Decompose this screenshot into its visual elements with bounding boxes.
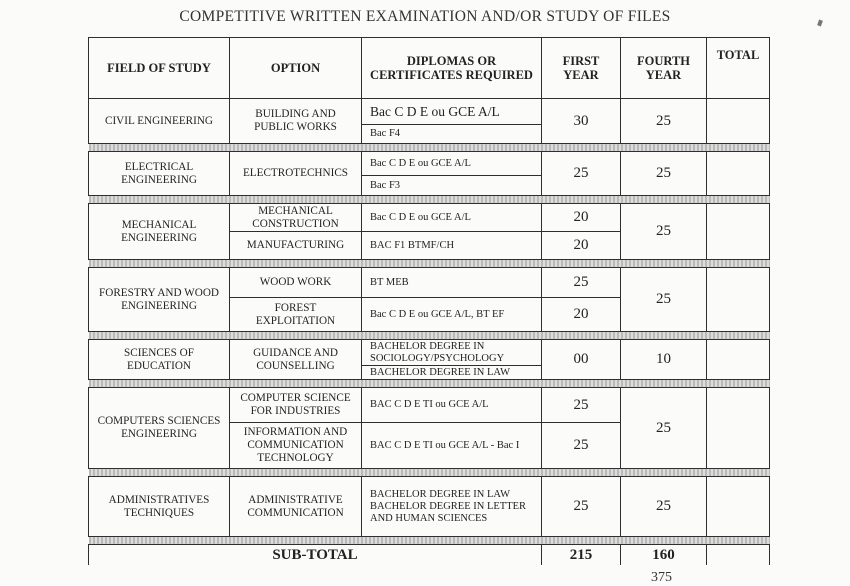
total-edu [707,340,770,380]
option-guidance: GUIDANCE AND COUNSELLING [230,340,362,380]
admission-table [88,37,770,565]
first-edu: 00 [542,340,621,380]
diploma-edu-2: BACHELOR DEGREE IN LAW [362,366,542,380]
table-row [89,152,770,176]
field-computers: COMPUTERS SCIENCES ENGINEERING [89,388,230,469]
table-row [89,477,770,537]
total-mech [707,204,770,260]
row-separator [89,537,770,545]
first-admin: 25 [542,477,621,537]
first-comp-1: 25 [542,388,621,423]
field-civil: CIVIL ENGINEERING [89,99,230,144]
first-forest-1: 25 [542,268,621,298]
option-wood-work: WOOD WORK [230,268,362,298]
option-forest-exploitation: FOREST EXPLOITATION [230,298,362,332]
option-mech-construction: MECHANICAL CONSTRUCTION [230,204,362,232]
first-civil: 30 [542,99,621,144]
fourth-edu: 10 [621,340,707,380]
option-ict: INFORMATION AND COMMUNICATION TECHNOLOGY [230,423,362,469]
table-row [89,204,770,232]
subtotal-total [707,545,770,566]
fourth-forest: 25 [621,268,707,332]
fourth-comp: 25 [621,388,707,469]
header-first-year: FIRST YEAR [542,38,621,99]
row-separator [89,260,770,268]
first-elec: 25 [542,152,621,196]
header-option: OPTION [230,38,362,99]
first-forest-2: 20 [542,298,621,332]
header-total: TOTAL [707,38,770,99]
subtotal-label: SUB-TOTAL [89,545,542,566]
diploma-edu-1: BACHELOR DEGREE IN SOCIOLOGY/PSYCHOLOGY [362,340,542,366]
subtotal-fourth: 160 [621,545,707,566]
row-separator [89,332,770,340]
first-comp-2: 25 [542,423,621,469]
row-separator [89,469,770,477]
table-row [89,99,770,125]
total-civil [707,99,770,144]
total-forest [707,268,770,332]
fourth-elec: 25 [621,152,707,196]
field-administrative: ADMINISTRATIVES TECHNIQUES [89,477,230,537]
header-field: FIELD OF STUDY [89,38,230,99]
diploma-comp-2: BAC C D E TI ou GCE A/L - Bac I [362,423,542,469]
field-mechanical: MECHANICAL ENGINEERING [89,204,230,260]
header-diplomas: DIPLOMAS OR CERTIFICATES REQUIRED [362,38,542,99]
table-row [89,388,770,423]
header-row [89,38,770,99]
fourth-admin: 25 [621,477,707,537]
row-separator [89,144,770,152]
option-electrotechnics: ELECTROTECHNICS [230,152,362,196]
subtotal-row [89,545,770,566]
diploma-mech-2: BAC F1 BTMF/CH [362,232,542,260]
diploma-civil-1: Bac C D E ou GCE A/L [362,99,542,125]
diploma-civil-2: Bac F4 [362,125,542,144]
diploma-comp-1: BAC C D E TI ou GCE A/L [362,388,542,423]
field-education: SCIENCES OF EDUCATION [89,340,230,380]
page-title: COMPETITIVE WRITTEN EXAMINATION AND/OR STUDY OF FILES [179,8,671,25]
first-mech-1: 20 [542,204,621,232]
option-building: BUILDING AND PUBLIC WORKS [230,99,362,144]
diploma-forest-1: BT MEB [362,268,542,298]
option-manufacturing: MANUFACTURING [230,232,362,260]
row-separator [89,196,770,204]
diploma-forest-2: Bac C D E ou GCE A/L, BT EF [362,298,542,332]
table-row [89,340,770,366]
grand-total-partial: 375 [651,570,672,585]
table-row [89,268,770,298]
diploma-elec-2: Bac F3 [362,176,542,196]
total-comp [707,388,770,469]
diploma-elec-1: Bac C D E ou GCE A/L [362,152,542,176]
field-forestry: FORESTRY AND WOOD ENGINEERING [89,268,230,332]
diploma-admin: BACHELOR DEGREE IN LAW BACHELOR DEGREE IN LETTER AND HUMAN SCIENCES [362,477,542,537]
fourth-civil: 25 [621,99,707,144]
field-electrical: ELECTRICAL ENGINEERING [89,152,230,196]
subtotal-first: 215 [542,545,621,566]
option-computer-science: COMPUTER SCIENCE FOR INDUSTRIES [230,388,362,423]
total-elec [707,152,770,196]
option-admin-communication: ADMINISTRATIVE COMMUNICATION [230,477,362,537]
diploma-mech-1: Bac C D E ou GCE A/L [362,204,542,232]
total-admin [707,477,770,537]
header-fourth-year: FOURTH YEAR [621,38,707,99]
row-separator [89,380,770,388]
first-mech-2: 20 [542,232,621,260]
fourth-mech: 25 [621,204,707,260]
